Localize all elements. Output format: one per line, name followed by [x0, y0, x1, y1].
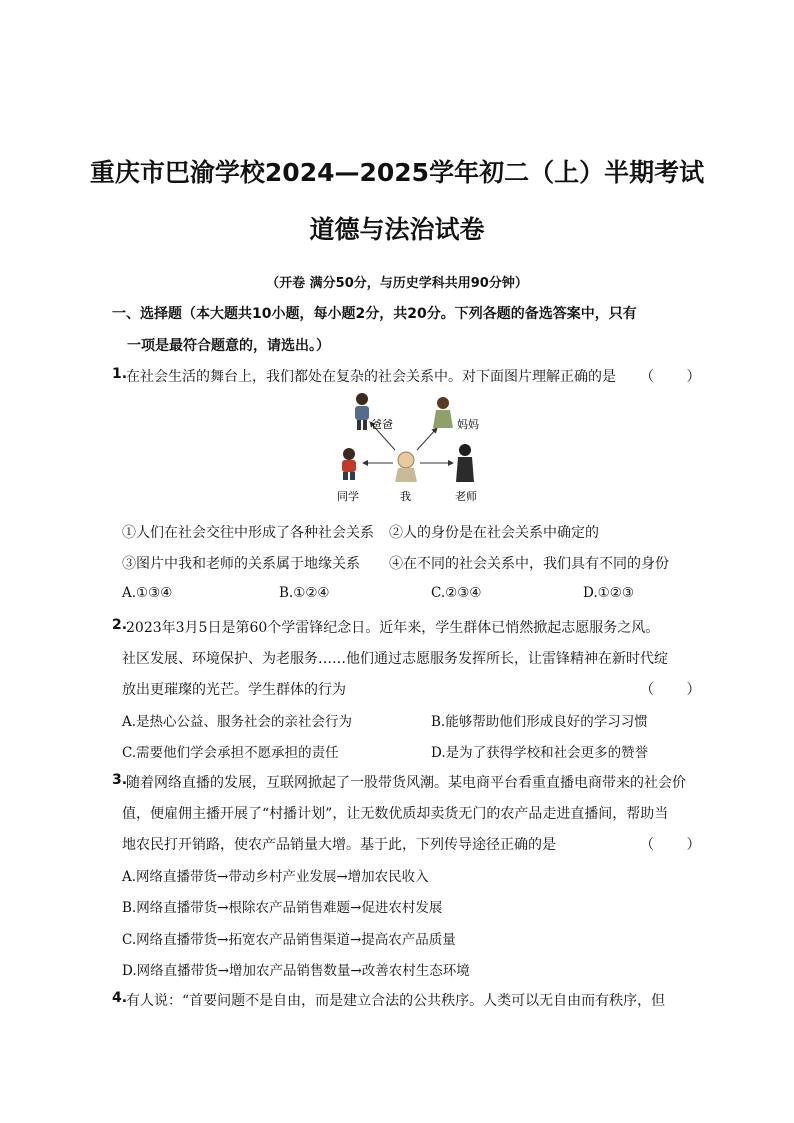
- exam-title-line1: 重庆市巴渝学校2024—2025学年初二（上）半期考试: [89, 158, 705, 187]
- statement-2: ②人的身份是在社会关系中确定的: [389, 525, 599, 541]
- question-stem-line3: 地农民打开销路，使农产品销量大增。基于此，下列传导途径正确的是: [122, 837, 556, 853]
- statement-1: ①人们在社会交往中形成了各种社会关系: [122, 525, 374, 541]
- option-d[interactable]: D.①②③: [583, 585, 634, 601]
- statement-4: ④在不同的社会关系中，我们具有不同的身份: [389, 556, 669, 572]
- social-relations-figure: [325, 390, 495, 508]
- question-number: 1.: [112, 366, 128, 382]
- label-teacher: 老师: [455, 490, 477, 503]
- option-b[interactable]: B.网络直播带货→根除农产品销售难题→促进农村发展: [122, 900, 443, 916]
- answer-paren: （ ）: [640, 682, 715, 698]
- statement-3: ③图片中我和老师的关系属于地缘关系: [122, 556, 360, 572]
- teacher-figure-icon: [456, 444, 474, 482]
- mom-figure-icon: [433, 397, 453, 428]
- answer-paren: （ ）: [640, 837, 715, 853]
- question-stem-line2: 社区发展、环境保护、为老服务……他们通过志愿服务发挥所长，让雷锋精神在新时代绽: [122, 651, 668, 667]
- arrow-to-mom: [417, 428, 437, 450]
- question-number: 4.: [112, 990, 128, 1006]
- exam-subtitle: （开卷 满分50分，与历史学科共用90分钟）: [266, 276, 528, 291]
- option-c[interactable]: C.需要他们学会承担不愿承担的责任: [122, 745, 339, 761]
- question-stem-line2: 值，便雇佣主播开展了“村播计划”，让无数优质却卖货无门的农产品走进直播间，帮助当: [122, 806, 669, 822]
- option-b[interactable]: B.能够帮助他们形成良好的学习习惯: [431, 714, 648, 730]
- option-c[interactable]: C.②③④: [431, 585, 482, 601]
- dad-figure-icon: [355, 393, 369, 430]
- question-stem-line3: 放出更璀璨的光芒。学生群体的行为: [122, 682, 346, 698]
- option-d[interactable]: D.是为了获得学校和社会更多的赞誉: [431, 745, 649, 761]
- question-number: 3.: [112, 772, 128, 788]
- option-a[interactable]: A.网络直播带货→带动乡村产业发展→增加农民收入: [122, 869, 429, 885]
- section-heading-line2: 一项是最符合题意的，请选出。）: [127, 338, 330, 354]
- question-stem: 在社会生活的舞台上，我们都处在复杂的社会关系中。对下面图片理解正确的是: [126, 369, 616, 385]
- option-d[interactable]: D.网络直播带货→增加农产品销售数量→改善农村生态环境: [122, 963, 470, 979]
- label-me: 我: [400, 490, 411, 503]
- option-a[interactable]: A.是热心公益、服务社会的亲社会行为: [122, 714, 353, 730]
- classmate-figure-icon: [342, 448, 356, 480]
- option-c[interactable]: C.网络直播带货→拓宽农产品销售渠道→提高农产品质量: [122, 932, 456, 948]
- section-heading-line1: 一、选择题（本大题共10小题，每小题2分，共20分。下列各题的备选答案中，只有: [112, 306, 637, 322]
- label-classmate: 同学: [337, 490, 359, 503]
- option-b[interactable]: B.①②④: [279, 585, 330, 601]
- label-mom: 妈妈: [457, 418, 479, 431]
- question-stem-line1: 2023年3月5日是第60个学雷锋纪念日。近年来，学生群体已悄然掀起志愿服务之风。: [126, 620, 660, 636]
- question-stem-line1: 随着网络直播的发展，互联网掀起了一股带货风潮。某电商平台看重直播电商带来的社会价: [126, 775, 686, 791]
- exam-title-line2: 道德与法治试卷: [309, 215, 485, 244]
- question-number: 2.: [112, 617, 128, 633]
- option-a[interactable]: A.①③④: [122, 585, 173, 601]
- me-figure-icon: [395, 452, 417, 482]
- label-dad: 爸爸: [371, 418, 393, 431]
- question-stem-line1: 有人说：“首要问题不是自由，而是建立合法的公共秩序。人类可以无自由而有秩序，但: [126, 993, 666, 1009]
- answer-paren: （ ）: [640, 369, 715, 385]
